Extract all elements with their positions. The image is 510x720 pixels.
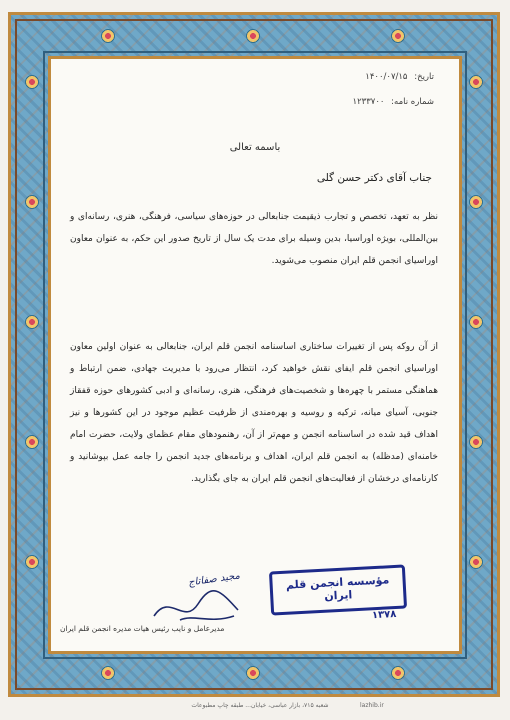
organization-stamp [269,564,407,622]
border-flower-ornament [469,435,483,449]
border-flower-ornament [469,195,483,209]
border-flower-ornament [25,75,39,89]
border-flower-ornament [25,555,39,569]
paragraph-1: نظر به تعهد، تخصص و تجارب ذیقیمت جنابعالی در حوزه‌های سیاسی، فرهنگی، هنری، رسانه‌ای و بین‌المللی، بویژه اوراسیا، بدین وسیله برای مدت یک سال از تاریخ صدور این حکم، به عنوان معاون اوراسیای انجمن قلم ایران منصوب می‌شوید. [70,212,438,266]
signatory-name: مجید صفاتاج [187,570,241,589]
border-flower-ornament [25,315,39,329]
date-line [365,72,434,82]
date-value: ۱۴۰۰/۰۷/۱۵ [365,72,408,82]
border-flower-ornament [469,555,483,569]
border-flower-ornament [246,666,260,680]
stamp-text: مؤسسه انجمن قلم ایران [285,573,390,603]
footer [140,702,384,709]
border-flower-ornament [391,29,405,43]
border-flower-ornament [101,666,115,680]
border-flower-ornament [469,75,483,89]
letter-number-label: شماره نامه: [391,97,434,107]
border-flower-ornament [246,29,260,43]
border-flower-ornament [25,435,39,449]
stamp-year: ۱۳۷۸ [371,608,397,622]
border-flower-ornament [25,195,39,209]
letter-number-value: ۱۲۳۳۷۰۰ [352,97,385,107]
border-flower-ornament [101,29,115,43]
footer-address: شعبه ۷۱۵، بازار عباسی، خیابان... طبقه چاپ مطبوعات [191,702,329,709]
paragraph-2: از آن روکه پس از تغییرات ساختاری اساسنامه انجمن قلم ایران، جنابعالی به عنوان اولین معاون اوراسیای انجمن قلم ایفای نقش خواهید کرد، انتظار می‌رود با مدیریت جهادی، ضمن ارتباط و هماهنگی مستمر با چهره‌ها و شخصیت‌های فرهنگی، هنری، رسانه‌ای و ادبی کشورهای حوزه قفقاز جنوبی، آسیای میانه، ترکیه و روسیه و بهره‌مندی از ظرفیت عظیم موجود در این کشورها و نیز اهداف قید شده در اساسنامه انجمن و مهم‌تر از آن، رهنمودهای مقام عظمای ولایت، حضرت امام خامنه‌ای (مدظله) به انجمن قلم ایران، اهداف و برنامه‌های جدید انجمن را جامه عمل بپوشانید و کارنامه‌ای درخشان از فعالیت‌های انجمن قلم ایران به جای بگذارید. [70,342,438,484]
border-flower-ornament [391,666,405,680]
signatory-title: مدیرعامل و نایب رئیس هیات مدیره انجمن قلم ایران [60,624,225,633]
date-label: تاریخ: [414,72,434,82]
border-flower-ornament [469,315,483,329]
footer-website: lazhib.ir [360,702,384,709]
letter-number-line [353,97,435,107]
salutation: باسمه تعالی [229,142,281,153]
addressee: جناب آقای دکتر حسن گلی [316,172,432,184]
